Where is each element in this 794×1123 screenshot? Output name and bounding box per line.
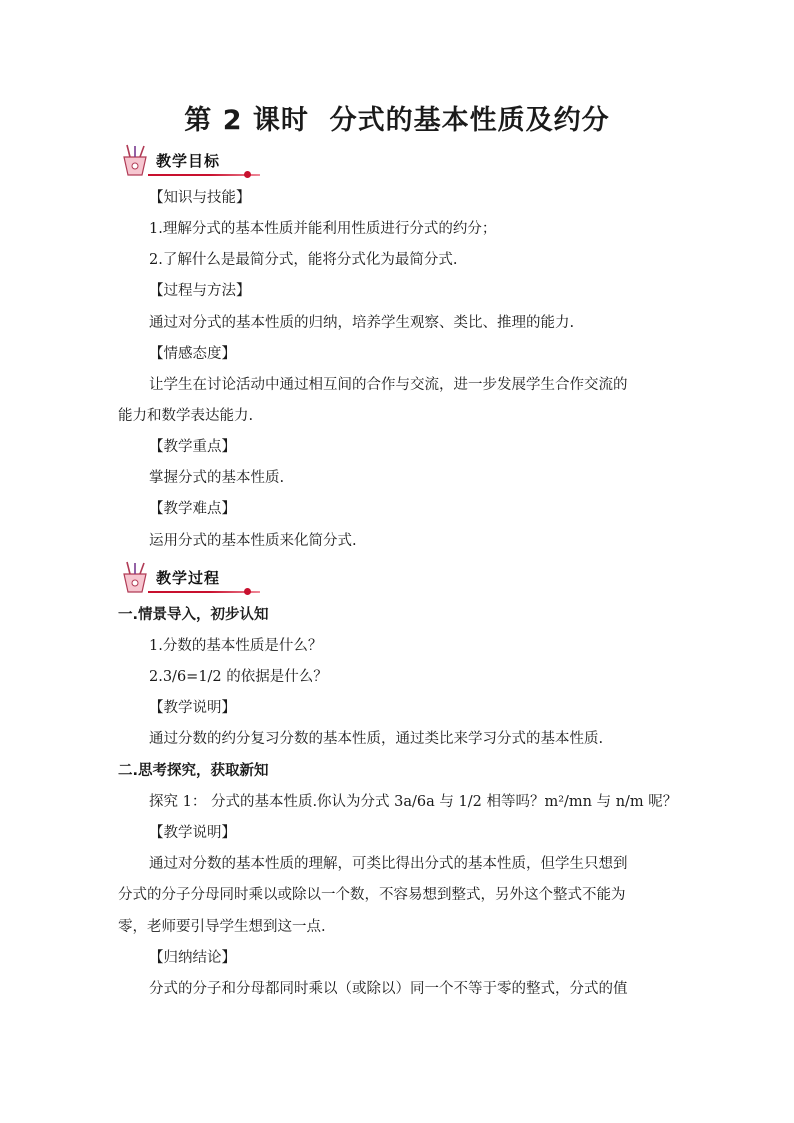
heading-knowledge: 【知识与技能】 bbox=[149, 190, 251, 206]
pen-holder-icon bbox=[118, 560, 152, 596]
attitude-line-2: 能力和数学表达能力. bbox=[118, 408, 254, 424]
part2-note-heading: 【教学说明】 bbox=[149, 825, 236, 841]
attitude-line-1: 让学生在讨论活动中通过相互间的合作与交流，进一步发展学生合作交流的 bbox=[149, 377, 628, 393]
section-banner-goals bbox=[118, 143, 268, 179]
pen-holder-icon bbox=[118, 143, 152, 179]
part2-note-line-2: 分式的分子分母同时乘以或除以一个数，不容易想到整式，另外这个整式不能为 bbox=[118, 887, 626, 903]
heading-difficulty: 【教学难点】 bbox=[149, 501, 236, 517]
heading-attitude: 【情感态度】 bbox=[149, 346, 236, 362]
part2-explore: 探究 1： 分式的基本性质.你认为分式 3a/6a 与 1/2 相等吗？m²/mn 与 n/m 呢？ bbox=[149, 794, 678, 810]
page-title: 第 2 课时 分式的基本性质及约分 bbox=[184, 105, 610, 136]
knowledge-item-1: 1.理解分式的基本性质并能利用性质进行分式的约分； bbox=[149, 221, 497, 237]
conclusion-heading: 【归纳结论】 bbox=[149, 950, 236, 966]
section-banner-process bbox=[118, 560, 268, 596]
part1-heading: 一.情景导入，初步认知 bbox=[118, 607, 269, 623]
section-label: 教学过程 bbox=[156, 569, 221, 587]
heading-method: 【过程与方法】 bbox=[149, 283, 251, 299]
part1-item-2: 2.3/6=1/2 的依据是什么？ bbox=[149, 669, 328, 685]
part1-note-heading: 【教学说明】 bbox=[149, 700, 236, 716]
part2-note-line-1: 通过对分数的基本性质的理解，可类比得出分式的基本性质，但学生只想到 bbox=[149, 856, 628, 872]
method-text: 通过对分式的基本性质的归纳，培养学生观察、类比、推理的能力. bbox=[149, 315, 575, 331]
key-text: 掌握分式的基本性质. bbox=[149, 470, 285, 486]
banner-dot bbox=[244, 171, 251, 178]
knowledge-item-2: 2.了解什么是最简分式，能将分式化为最简分式. bbox=[149, 252, 458, 268]
conclusion-text: 分式的分子和分母都同时乘以（或除以）同一个不等于零的整式，分式的值 bbox=[149, 981, 628, 997]
section-label: 教学目标 bbox=[156, 152, 221, 170]
part2-note-line-3: 零，老师要引导学生想到这一点. bbox=[118, 919, 326, 935]
part1-note: 通过分数的约分复习分数的基本性质，通过类比来学习分式的基本性质. bbox=[149, 731, 604, 747]
difficulty-text: 运用分式的基本性质来化简分式. bbox=[149, 533, 357, 549]
part2-heading: 二.思考探究，获取新知 bbox=[118, 763, 269, 779]
part1-item-1: 1.分数的基本性质是什么？ bbox=[149, 638, 323, 654]
heading-key: 【教学重点】 bbox=[149, 439, 236, 455]
banner-dot bbox=[244, 588, 251, 595]
